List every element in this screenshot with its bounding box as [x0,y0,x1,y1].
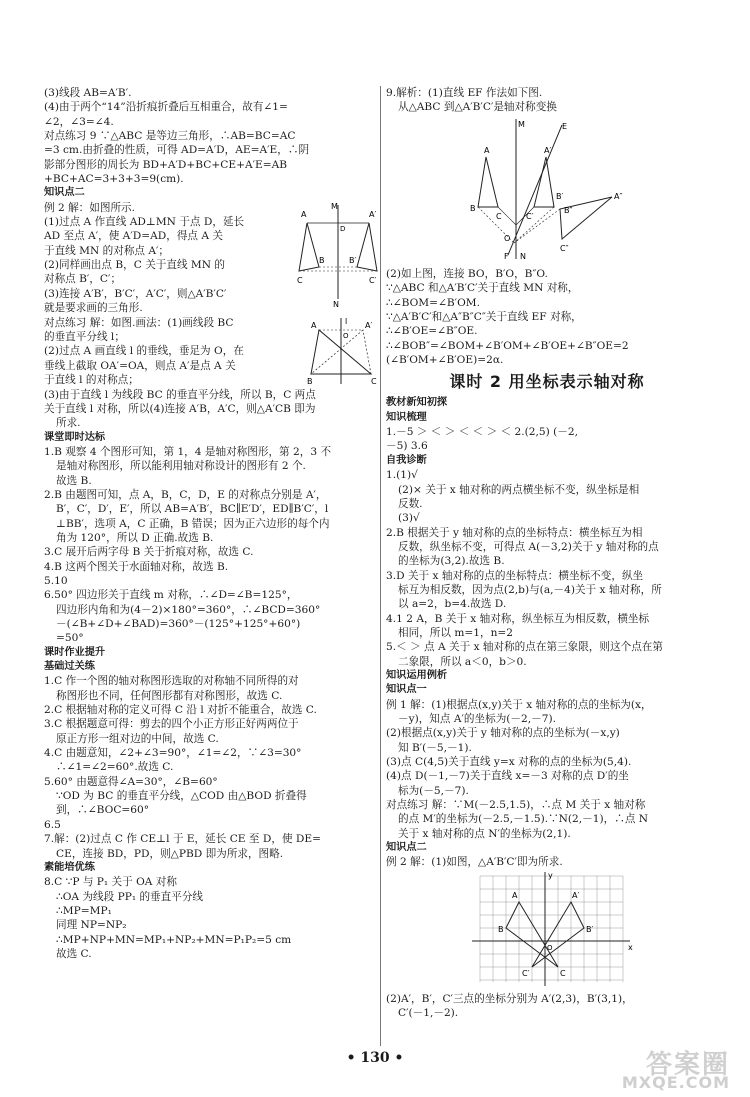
section-heading: 知识点二 [44,187,85,199]
text-line: 就是要求画的三角形. [44,302,143,315]
section-heading: 知识梳理 [386,411,427,423]
column-divider [380,86,381,1046]
text-line: 对点练习 解：如图.画法：(1)画线段 BC [44,316,234,329]
text-line: 角为 120°，所以 D 正确.故选 B. [56,531,214,544]
label-A: A [484,145,490,155]
text-line: 8.C ∵P 与 P₁ 关于 OA 对称 [44,876,177,889]
text-line: 2.B 根据关于 y 轴对称的点的坐标特点：横坐标互为相 [386,526,643,539]
text-line: ∴∠1=∠2=60°.故选 C. [56,761,174,774]
label-N: N [520,251,526,261]
label-C-prime: C′ [369,275,377,285]
axial-transformation-figure [386,115,708,263]
text-line: 反数. [398,497,423,510]
text-line: ∴OA 为线段 PP₁ 的垂直平分线 [56,890,204,903]
example-2-block [44,201,379,316]
text-line: (2)过点 A 画直线 l 的垂线，垂足为 O，在 [44,345,244,358]
label-B-double-prime: B″ [564,205,573,215]
label-D: D [340,224,346,233]
label-M: M [518,119,525,129]
label-B: B [307,376,313,386]
text-line: 关于直线 l 对称，所以(4)连接 A′B，A′C，则△A′CB 即为 [44,402,316,415]
text-line: 2.B 由题图可知，点 A，B，C，D，E 的对称点分别是 A′， [44,488,327,501]
text-line: +BC+AC=3+3+3=9(cm). [44,173,184,186]
label-A-prime: A′ [572,890,580,900]
text-line: (4)由于两个“14”沿折痕折叠后互相重合，故有∠1= [44,101,288,114]
text-line: 4.1 2 A，B 关于 x 轴对称，纵坐标互为相反数，横坐标 [386,612,650,625]
text-line: ∵OD 为 BC 的垂直平分线，△COD 由△BOD 折叠得 [56,790,307,803]
label-B: B [470,203,476,213]
text-line: AD 至点 A′，使 A′D=AD，得点 A 关 [44,230,224,243]
section-heading: 知识点一 [386,684,427,696]
watermark-logo-text: 答案圈 [645,1050,730,1080]
text-line: ∴MP=MP₁ [56,904,112,917]
label-B-prime: B′ [586,924,594,934]
label-B-prime: B′ [556,191,564,201]
text-line: 6.5 [44,818,61,831]
label-A-prime: A′ [369,209,377,219]
left-column [44,86,379,961]
text-line: 3.C 展开后两字母 B 关于折痕对称，故选 C. [44,546,254,559]
text-line: 例 1 解：(1)根据点(x,y)关于 x 轴对称的点的坐标为(x， [386,698,652,711]
label-C-prime: C′ [522,968,530,978]
text-line: 的坐标为(3,2).故选 B. [398,555,505,568]
label-A-prime: A′ [544,145,552,155]
label-y-axis: y [548,870,553,880]
text-line: 二象限，所以 a＜0，b＞0. [398,655,527,668]
label-C-prime: C′ [526,211,534,221]
watermark-url: MXQE.COM [621,1073,730,1092]
text-line: 四边形内角和为(4－2)×180°=360°，∴∠BCD=360° [56,603,321,616]
text-line: (4)点 D(－1,－7)关于直线 x=－3 对称的点 D′的坐 [386,770,629,783]
text-line: (3)√ [398,512,420,525]
text-line: 从△ABC 到△A′B′C′是轴对称变换 [398,101,557,114]
text-line: 是轴对称图形，所以能利用轴对称设计的图形有 2 个. [56,460,306,473]
symmetry-figure-mn [297,201,379,311]
text-line: 垂线上截取 OA′=OA，则点 A′是点 A 关 [44,359,236,372]
text-line: 5.60° 由题意得∠A=30°，∠B=60° [44,775,218,788]
text-line: (2)如上图，连接 BO，B′O，B″O. [386,268,548,281]
text-line: C′(－1,－2). [398,1007,459,1020]
text-line: 5.＜ ＞ 点 A 关于 x 轴对称的点在第三象限，则这个点在第 [386,641,663,654]
watermark [612,1044,730,1092]
text-line: 于直线 MN 的对称点 A′； [44,244,170,257]
perpendicular-bisector-figure [307,316,379,388]
section-heading: 自我诊断 [386,454,427,466]
label-O: O [547,943,553,952]
text-line: (3)点 C(4,5)关于直线 y=x 对称的点的坐标为(5,4). [386,756,632,769]
text-line: ∵△A′B′C′和△A″B″C″关于直线 EF 对称， [386,311,582,324]
text-line: (∠B′OM+∠B′OE)=2α. [386,354,504,367]
text-line: 2.C 根据轴对称的定义可得 C 沿 l 对折不能重合，故选 C. [44,704,317,717]
text-line: 关于 x 轴对称的点 N′的坐标为(2,1). [398,827,571,840]
label-x-axis: x [628,942,633,952]
practice-block [44,316,379,388]
text-line: 7.解：(2)过点 C 作 CE⊥l 于 E，延长 CE 至 D，使 DE= [44,833,322,846]
text-line: ∴∠B′OE=∠B″OE. [386,325,478,338]
text-line: 以 a=2，b=4.故选 D. [398,598,507,611]
label-C: C [496,211,502,221]
text-line: 4.B 这两个图关于水面轴对称，故选 B. [44,560,229,573]
text-line: 的垂直平分线 l； [44,330,125,343]
text-line: CE，连接 BD，PD，则△PBD 即为所求，图略. [56,847,284,860]
label-C: C [297,275,303,285]
label-l: l [345,316,348,326]
right-column [386,86,708,1021]
text-line: 对称点 B′，C′； [44,273,122,286]
text-line: (2)× 关于 x 轴对称的两点横坐标不变，纵坐标是相 [398,483,640,496]
text-line: 1.B 观察 4 个图形可知，第 1，4 是轴对称图形，第 2，3 不 [44,445,332,458]
text-line: ∠2，∠3=∠4. [44,115,114,128]
text-line: 标为(－5,－7). [398,784,469,797]
label-O: O [504,233,511,243]
text-line: 9.解析：(1)直线 EF 作法如下图. [386,87,543,99]
label-A: A [311,320,317,330]
label-B: B [319,255,325,265]
text-line: 影部分图形的周长为 BD+A′D+BC+CE+A′E=AB [44,158,288,171]
page-number: • 130 • [346,1050,404,1066]
text-line: 1.C 作一个图的轴对称图形选取的对称轴不同所得的对 [44,675,299,688]
text-line: ∴MP+NP+MN=MP₁+NP₂+MN=P₁P₂=5 cm [56,933,292,946]
text-line: 例 2 解：(1)如图，△A′B′C′即为所求. [386,856,563,869]
text-line: (2)A′，B′，C′三点的坐标分别为 A′(2,3)，B′(3,1)， [386,993,633,1006]
text-line: 1.(1)√ [386,469,418,482]
text-line: 于直线 l 的对称点； [44,373,139,386]
text-line: =50° [56,632,84,645]
label-C: C [371,376,377,386]
text-line: 4.C 由题意知，∠2+∠3=90°，∠1=∠2，∵∠3=30° [44,747,302,760]
label-A-double-prime: A″ [614,191,623,201]
text-line: 到，∴∠BOC=60° [56,804,150,817]
section-heading: 素能培优练 [44,861,95,873]
text-line: 知 B′(－5,－1). [398,741,472,754]
label-A-prime: A′ [365,320,373,330]
text-line: B′，C′，D′，E′，所以 AB=A′B′，BC∥E′D′，ED∥B′C′，l [56,503,329,516]
text-line: 5.10 [44,574,68,587]
label-C-double-prime: C″ [560,243,569,253]
text-line: ⊥BB′，选项 A，C 正确，B 错误；因为正六边形的每个内 [56,517,330,530]
label-B-prime: B′ [349,255,357,265]
coordinate-grid-figure [386,870,708,988]
section-heading: 知识点二 [386,842,427,854]
text-line: 故选 C. [56,947,92,960]
text-line: 例 2 解：如图所示. [44,201,135,214]
section-heading: 课时作业提升 [44,646,106,658]
text-line: ∵△ABC 和△A′B′C′关于直线 MN 对称， [386,282,579,295]
section-heading: 基础过关练 [44,661,95,673]
text-line: 对点练习 9 ∵△ABC 是等边三角形，∴AB=BC=AC [44,130,296,143]
text-line: 所求. [56,417,81,430]
text-line: =3 cm.由折叠的性质，可得 AD=A′D，AE=A′E，∴阴 [44,144,310,157]
text-line: 同理 NP=NP₂ [56,919,127,932]
text-line: (3)连接 A′B′，B′C′，A′C′，则△A′B′C′ [44,287,227,300]
text-line: 3.D 关于 x 轴对称的点的坐标特点：横坐标不变，纵坐 [386,569,644,582]
section-heading: 课堂即时达标 [44,431,106,443]
text-line: －5) 3.6 [386,440,428,453]
text-line: 原正方形一组对边的中间，故选 C. [56,732,219,745]
section-heading: 教材新知初探 [386,397,448,409]
text-line: (2)同样画出点 B，C 关于直线 MN 的 [44,259,226,272]
text-line: 对点练习 解：∵M(－2.5,1.5)，∴点 M 关于 x 轴对称 [386,799,646,812]
text-line: 1.－5 ＞ ＜ ＞ ＜ ＜ ＞ ＜ 2.(2,5) (－2, [386,426,578,439]
lesson-title: 课时 2 用坐标表示轴对称 [449,372,645,392]
text-line: (1)过点 A 作直线 AD⊥MN 于点 D，延长 [44,216,245,229]
label-A: A [301,209,307,219]
label-N: N [333,299,339,309]
label-M: M [331,201,338,211]
text-line: －y)，知点 A′的坐标为(－2,－7). [398,713,556,725]
text-line: (3)线段 AB=A′B′. [44,87,132,99]
text-line: 6.50° 四边形关于直线 m 对称，∴∠D=∠B=125°， [44,589,298,602]
label-E: E [562,121,568,131]
text-line: 故选 B. [56,474,92,487]
text-line: (3)由于直线 l 为线段 BC 的垂直平分线，所以 B，C 两点 [44,388,316,401]
text-line: 反数，纵坐标不变，可得点 A(－3,2)关于 y 轴对称的点 [398,540,659,553]
label-F: F [504,251,509,261]
text-line: 称图形也不同，任何图形都有对称图形，故选 C. [56,689,283,702]
label-C: C [560,968,566,978]
label-B: B [498,924,504,934]
text-line: 相同，所以 m=1，n=2 [398,626,514,639]
text-line: 标互为相反数，因为点(2,b)与(a,－4)关于 x 轴对称，所 [398,583,662,596]
text-line: (2)根据点(x,y)关于 y 轴对称的点的坐标为(－x,y) [386,727,620,740]
text-line: 的点 M′的坐标为(－2.5,－1.5).∵N(2,－1)，∴点 N [398,813,649,826]
label-O: O [343,331,349,340]
label-A: A [512,890,518,900]
text-line: ∴∠BOM=∠B′OM. [386,296,480,309]
text-line: ∴∠BOB″=∠BOM+∠B′OM+∠B′OE+∠B″OE=2 [386,339,629,352]
text-line: －(∠B+∠D+∠BAD)=360°－(125°+125°+60°) [56,618,301,630]
section-heading: 知识运用例析 [386,669,448,681]
text-line: 3.C 根据题意可得：剪去的四个小正方形正好两两位于 [44,718,299,731]
